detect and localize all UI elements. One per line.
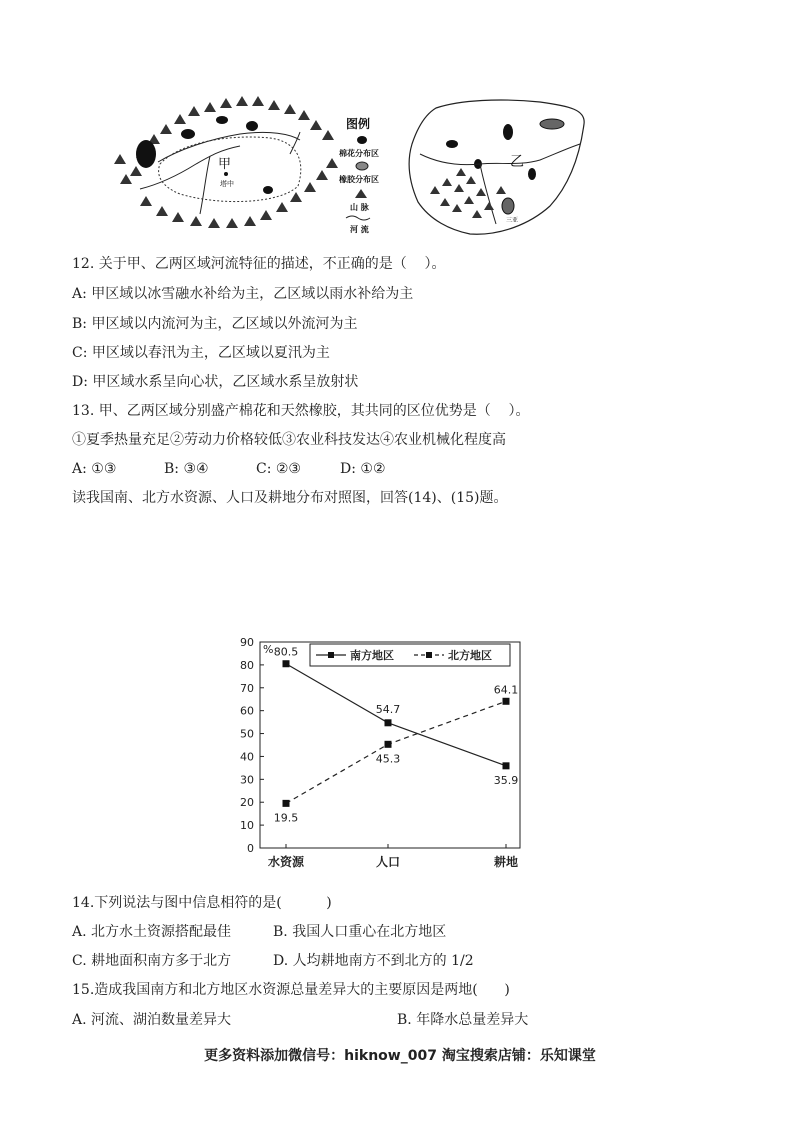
q14-option-a: A. 北方水土资源搭配最佳 — [72, 924, 232, 940]
data-label-south-0: 80.5 — [273, 645, 299, 659]
chart-marks — [274, 646, 519, 825]
q13-option-c: C: ②③ — [256, 461, 301, 477]
cotton-areas-jia — [136, 116, 273, 194]
x-tick-label-0: 水资源 — [267, 855, 305, 869]
y-tick-label: 30 — [240, 773, 254, 787]
cotton-legend-icon — [357, 136, 367, 144]
river-legend-icon — [346, 216, 370, 220]
map-jia — [114, 96, 338, 228]
q15-option-b: B. 年降水总量差异大 — [397, 1012, 529, 1028]
city-label-jia: 塔中 — [220, 180, 234, 188]
chart-series-lines — [286, 664, 506, 804]
map-label-yi: 乙 — [510, 154, 524, 170]
y-tick-label: 90 — [240, 636, 254, 649]
legend-mountain-label: 山 脉 — [350, 203, 369, 212]
q13-option-d: D: ①② — [340, 461, 386, 477]
q12-option-a: A: 甲区域以冰雪融水补给为主，乙区域以雨水补给为主 — [72, 286, 414, 302]
q12-option-b: B: 甲区域以内流河为主，乙区域以外流河为主 — [72, 316, 358, 332]
y-tick-label: 50 — [240, 727, 254, 741]
legend-north-marker — [426, 652, 432, 658]
point-north-2 — [503, 698, 510, 705]
legend-rubber-label: 橡胶分布区 — [339, 175, 379, 184]
q12-option-c: C: 甲区域以春汛为主，乙区域以夏汛为主 — [72, 345, 330, 361]
water-population-farmland-chart — [228, 628, 528, 878]
city-label-yi: 三亚 — [506, 217, 519, 224]
map-label-jia: 甲 — [218, 157, 232, 172]
q12-option-d: D: 甲区域水系呈向心状，乙区域水系呈放射状 — [72, 374, 359, 390]
q15-option-a: A. 河流、湖泊数量差异大 — [72, 1012, 232, 1028]
map-yi — [409, 100, 584, 234]
legend-cotton-label: 棉花分布区 — [339, 149, 379, 158]
q13-option-b: B: ③④ — [164, 461, 209, 477]
y-tick-label: 70 — [240, 681, 254, 695]
legend-north-label: 北方地区 — [448, 649, 492, 662]
mountain-symbols-yi — [430, 168, 506, 218]
map-legend — [339, 116, 379, 234]
region-map-figure — [100, 94, 590, 244]
q14-option-d: D. 人均耕地南方不到北方的 1/2 — [273, 953, 474, 969]
q15-stem: 15.造成我国南方和北方地区水资源总量差异大的主要原因是两地( ) — [72, 982, 510, 998]
legend-south-label: 南方地区 — [350, 649, 394, 662]
y-unit-label: % — [263, 643, 274, 656]
rivers-jia — [140, 132, 300, 214]
rubber-legend-icon — [356, 162, 368, 170]
y-tick-label: 40 — [240, 750, 254, 764]
data-label-south-1: 54.7 — [375, 702, 401, 716]
point-north-1 — [385, 741, 392, 748]
x-tick-label-2: 耕地 — [493, 855, 519, 869]
q14-option-c: C. 耕地面积南方多于北方 — [72, 953, 232, 969]
y-tick-label: 10 — [240, 819, 254, 833]
y-tick-label: 80 — [240, 658, 254, 672]
mountain-legend-icon — [355, 189, 367, 198]
footer-note: 更多资料添加微信号：hiknow_007 淘宝搜索店铺：乐知课堂 — [204, 1048, 596, 1064]
data-label-south-2: 35.9 — [493, 773, 519, 787]
data-label-north-1: 45.3 — [375, 752, 401, 766]
chart-legend — [310, 644, 510, 666]
city-dot-jia — [224, 172, 228, 176]
q12-stem: 12. 关于甲、乙两区域河流特征的描述，不正确的是（ ）。 — [72, 256, 446, 272]
point-south-2 — [503, 762, 510, 769]
point-north-0 — [283, 800, 290, 807]
q13-items: ①夏季热量充足②劳动力价格较低③农业科技发达④农业机械化程度高 — [72, 432, 506, 448]
y-tick-label: 0 — [247, 842, 254, 855]
q14-option-b: B. 我国人口重心在北方地区 — [273, 924, 447, 940]
y-tick-label: 60 — [240, 704, 254, 718]
data-label-north-0: 19.5 — [273, 811, 299, 825]
q13-stem: 13. 甲、乙两区域分别盛产棉花和天然橡胶，其共同的区位优势是（ ）。 — [72, 403, 530, 419]
q13-option-a: A: ①③ — [72, 461, 117, 477]
data-label-north-2: 64.1 — [493, 683, 519, 697]
legend-title: 图例 — [346, 117, 371, 131]
chart-intro-text: 读我国南、北方水资源、人口及耕地分布对照图，回答(14)、(15)题。 — [72, 490, 508, 506]
y-tick-label: 20 — [240, 796, 254, 810]
legend-south-marker — [328, 652, 334, 658]
x-tick-label-1: 人口 — [375, 855, 401, 869]
point-south-1 — [385, 719, 392, 726]
point-south-0 — [283, 660, 290, 667]
q14-stem: 14.下列说法与图中信息相符的是( ) — [72, 895, 332, 911]
legend-river-label: 河 流 — [350, 225, 369, 234]
